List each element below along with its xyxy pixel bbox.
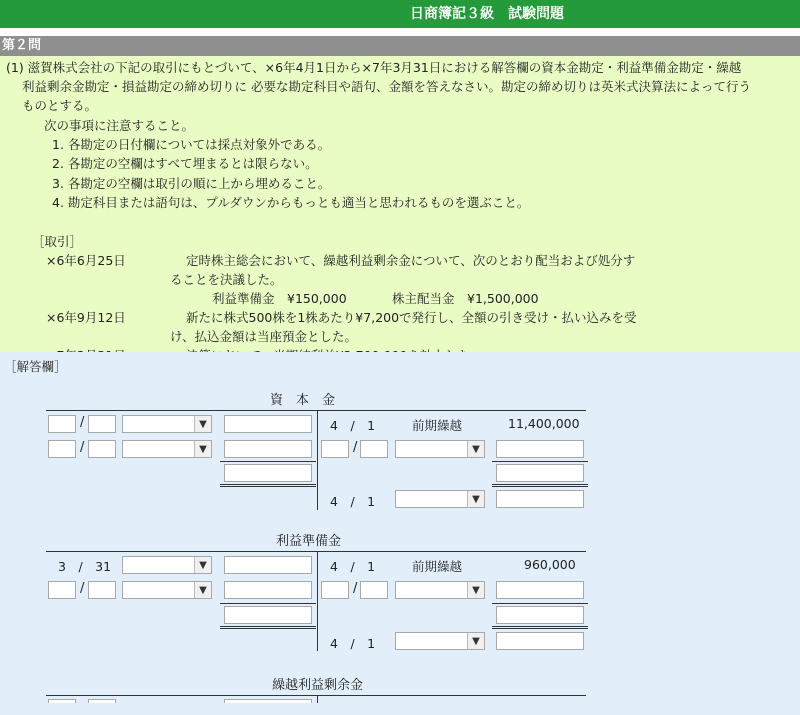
credit-date: 4 / 1 <box>330 418 376 433</box>
credit-account-select[interactable] <box>395 581 485 599</box>
credit-month-input[interactable] <box>321 440 349 458</box>
total-rule <box>220 461 316 462</box>
credit-amount: 960,000 <box>524 557 576 572</box>
exam-title: 日商簿記３級 試験問題 <box>410 6 564 22</box>
opening-amount-input[interactable] <box>496 632 584 650</box>
credit-account-select[interactable] <box>395 440 485 458</box>
date-slash: / <box>80 415 85 430</box>
notice-item: 1. 各勘定の日付欄については採点対象外である。 <box>52 137 331 152</box>
notice-item: 3. 各勘定の空欄は取引の順に上から埋めること。 <box>52 176 331 191</box>
credit-day-input[interactable] <box>360 440 388 458</box>
t-account-top-rule <box>46 410 586 411</box>
date-slash: / <box>80 440 85 455</box>
question-panel <box>0 56 800 352</box>
total-rule <box>492 603 588 604</box>
debit-month-input[interactable] <box>48 581 76 599</box>
debit-month-input[interactable] <box>48 415 76 433</box>
answer-panel <box>0 352 800 703</box>
date-slash: / <box>353 440 358 455</box>
chevron-down-icon: ▼ <box>194 557 211 573</box>
debit-amount-input[interactable] <box>224 440 312 458</box>
transaction-text: 定時株主総会において、繰越利益剰余金について、次のとおり配当および処分す <box>186 253 636 268</box>
debit-account-select[interactable] <box>122 440 212 458</box>
credit-item: 前期繰越 <box>412 418 463 433</box>
debit-day-input[interactable] <box>88 699 116 703</box>
transaction-text: け、払込金額は当座預金とした。 <box>170 329 358 344</box>
transaction-text: ることを決議した。 <box>170 272 283 287</box>
question-number-bar <box>0 36 800 56</box>
question-number: 第２問 <box>2 38 42 53</box>
question-text-line: ものとする。 <box>22 98 98 113</box>
debit-account-select[interactable] <box>122 415 212 433</box>
credit-day-input[interactable] <box>360 581 388 599</box>
transaction-date: ×6年6月25日 <box>46 253 126 268</box>
date-slash: / <box>80 581 85 596</box>
debit-total-input[interactable] <box>224 464 312 482</box>
account-title: 繰越利益剰余金 <box>272 678 364 693</box>
notice-heading: 次の事項に注意すること。 <box>44 118 195 133</box>
t-account-divider <box>317 410 318 510</box>
credit-item: 前期繰越 <box>412 559 463 574</box>
debit-day-input[interactable] <box>88 440 116 458</box>
total-double-rule <box>492 628 588 629</box>
total-rule <box>220 603 316 604</box>
question-text-line: 利益剰余金勘定・損益勘定の締め切りに 必要な勘定科目や語句、金額を答えなさい。勘定の締め切りは英米式決算法によって行う <box>22 79 751 94</box>
chevron-down-icon: ▼ <box>194 416 211 432</box>
t-account-top-rule <box>46 695 586 696</box>
credit-date: 4 / 1 <box>330 559 376 574</box>
chevron-down-icon: ▼ <box>467 582 484 598</box>
opening-account-select[interactable] <box>395 490 485 508</box>
debit-account-select[interactable] <box>122 581 212 599</box>
debit-amount-input[interactable] <box>224 581 312 599</box>
date-slash: / <box>353 581 358 596</box>
total-double-rule <box>220 628 316 629</box>
credit-total-input[interactable] <box>496 606 584 624</box>
transaction-detail: 株主配当金 ¥1,500,000 <box>392 291 539 306</box>
account-title: 利益準備金 <box>276 534 342 549</box>
chevron-down-icon: ▼ <box>194 441 211 457</box>
debit-total-input[interactable] <box>224 606 312 624</box>
header-gap <box>0 28 800 36</box>
question-text-line: (1) 滋賀株式会社の下記の取引にもとづいて、×6年4月1日から×7年3月31日における解答欄の資本金勘定・利益準備金勘定・繰越 <box>6 60 742 75</box>
credit-amount-input[interactable] <box>496 581 584 599</box>
total-double-rule <box>220 486 316 487</box>
opening-date: 4 / 1 <box>330 494 376 509</box>
opening-date: 4 / 1 <box>330 636 376 651</box>
transaction-detail: 利益準備金 ¥150,000 <box>212 291 347 306</box>
total-double-rule <box>492 626 588 627</box>
t-account-top-rule <box>46 551 586 552</box>
debit-month-input[interactable] <box>48 699 76 703</box>
transaction-date: ×6年9月12日 <box>46 310 126 325</box>
debit-day-input[interactable] <box>88 581 116 599</box>
opening-amount-input[interactable] <box>496 490 584 508</box>
credit-total-input[interactable] <box>496 464 584 482</box>
debit-day-input[interactable] <box>88 415 116 433</box>
chevron-down-icon: ▼ <box>467 441 484 457</box>
chevron-down-icon: ▼ <box>194 582 211 598</box>
notice-item: 4. 勘定科目または語句は、プルダウンからもっとも適当と思われるものを選ぶこと。 <box>52 195 530 210</box>
debit-date: 3 / 31 <box>58 559 112 574</box>
debit-amount-input[interactable] <box>224 415 312 433</box>
answer-heading: ［解答欄］ <box>4 359 67 374</box>
account-title: 資 本 金 <box>270 393 336 408</box>
credit-amount-input[interactable] <box>496 440 584 458</box>
credit-amount: 11,400,000 <box>508 416 580 431</box>
debit-amount-input[interactable] <box>224 556 312 574</box>
transaction-text: 新たに株式500株を1株あたり¥7,200で発行し、全額の引き受け・払い込みを受 <box>186 310 637 325</box>
notice-item: 2. 各勘定の空欄はすべて埋まるとは限らない。 <box>52 156 318 171</box>
chevron-down-icon: ▼ <box>467 491 484 507</box>
chevron-down-icon: ▼ <box>467 633 484 649</box>
credit-month-input[interactable] <box>321 581 349 599</box>
total-rule <box>492 461 588 462</box>
debit-amount-input[interactable] <box>224 699 312 703</box>
total-double-rule <box>220 484 316 485</box>
total-double-rule <box>492 486 588 487</box>
t-account-divider <box>317 551 318 651</box>
total-double-rule <box>492 484 588 485</box>
transactions-heading: ［取引］ <box>32 234 83 249</box>
exam-header <box>0 0 800 28</box>
total-double-rule <box>220 626 316 627</box>
debit-account-select[interactable] <box>122 556 212 574</box>
debit-month-input[interactable] <box>48 440 76 458</box>
opening-account-select[interactable] <box>395 632 485 650</box>
t-account-divider <box>317 695 318 703</box>
